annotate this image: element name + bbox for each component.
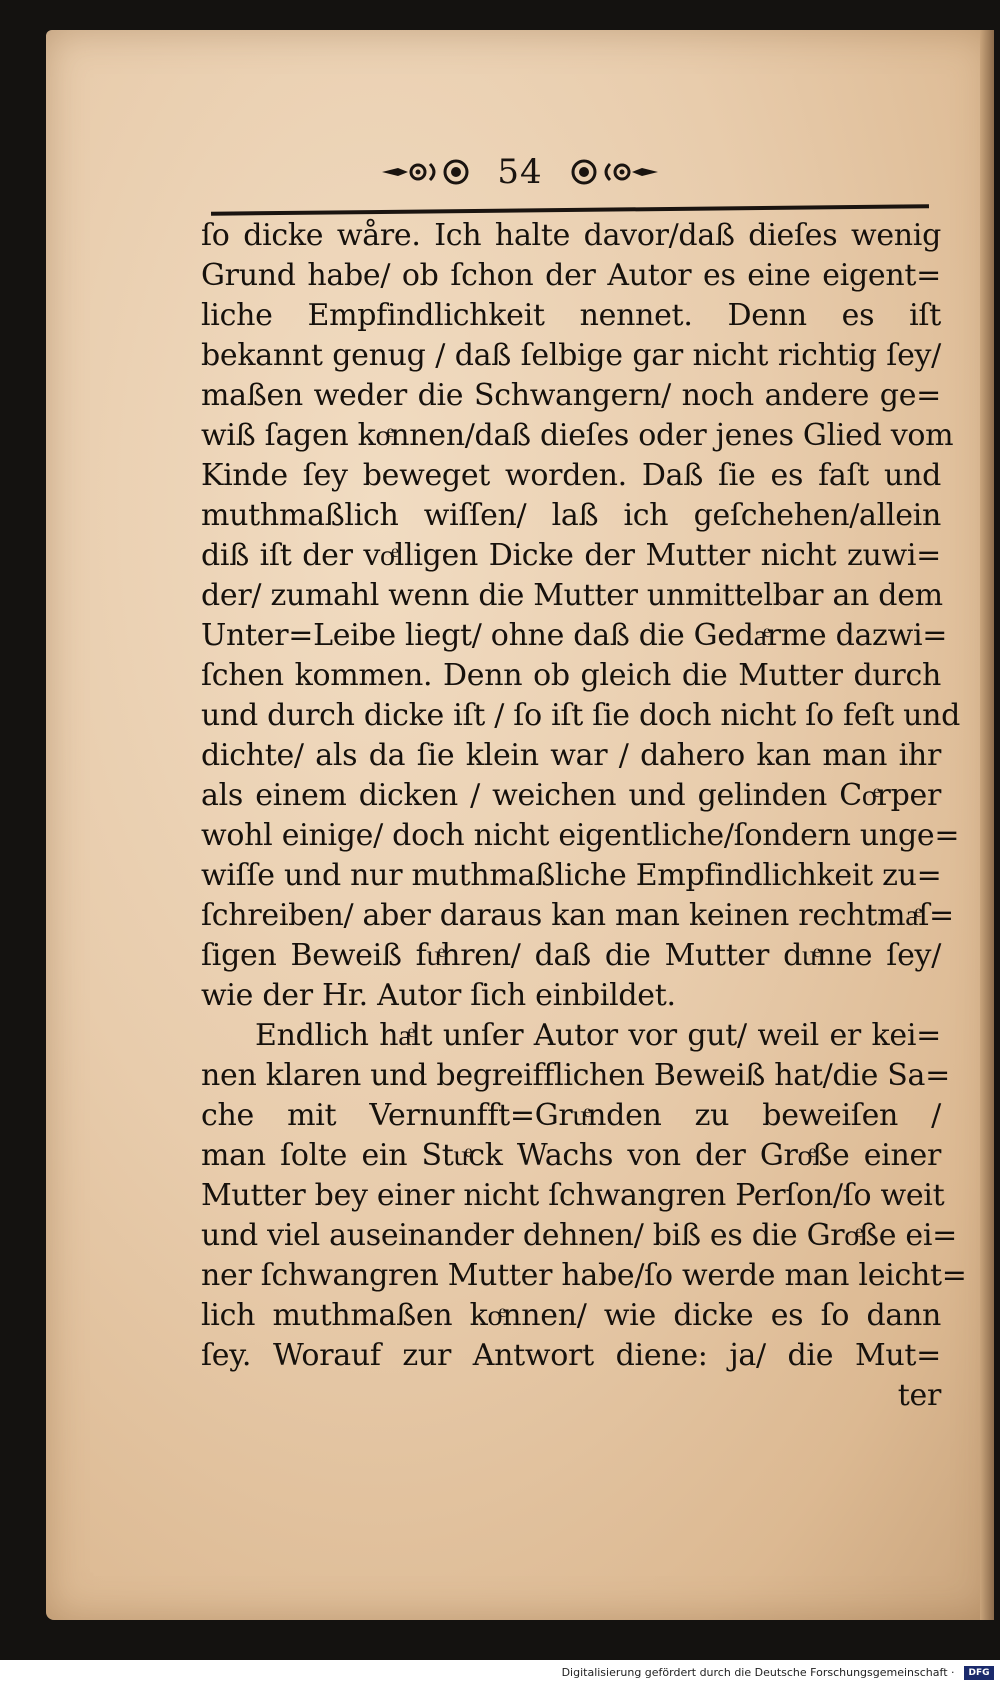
text-line: wiſſe und nur muthmaßliche Empfindlichkeit zu= xyxy=(201,858,942,893)
text-line: und viel auseinander dehnen/ biß es die Groͤße ei= xyxy=(201,1218,958,1253)
text-line: ſchreiben/ aber daraus kan man keinen rechtmaͤſ= xyxy=(201,898,954,933)
text-line: man ſolte ein Stuͤck Wachs von der Groͤße einer xyxy=(201,1138,941,1173)
left-ornament-icon xyxy=(378,154,478,190)
dfg-logo: DFG xyxy=(964,1666,994,1680)
text-line: che mit Vernunfft=Gruͤnden zu beweiſen / xyxy=(201,1098,941,1133)
text-line: diß iſt der voͤlligen Dicke der Mutter nicht zuwi= xyxy=(201,538,941,573)
text-line: ſchen kommen. Denn ob gleich die Mutter durch xyxy=(201,658,941,693)
page-edge xyxy=(980,30,994,1620)
text-line: Grund habe/ ob ſchon der Autor es eine eigent= xyxy=(201,258,941,293)
credit-text: Digitalisierung gefördert durch die Deutsche Forschungsgemeinschaft · xyxy=(561,1666,955,1679)
text-line: maßen weder die Schwangern/ noch andere ge= xyxy=(201,378,941,413)
text-line: ſigen Beweiß fuͤhren/ daß die Mutter duͤnne ſey/ xyxy=(201,938,941,973)
text-line: Mutter bey einer nicht ſchwangren Perſon/ſo weit xyxy=(201,1178,945,1213)
text-line: nen klaren und begreifflichen Beweiß hat/die Sa= xyxy=(201,1058,950,1093)
text-line: wie der Hr. Autor ſich einbildet. xyxy=(201,978,676,1013)
book-page xyxy=(46,30,994,1620)
right-ornament-icon xyxy=(562,154,662,190)
text-line: Unter=Leibe liegt/ ohne daß die Gedaͤrme dazwi= xyxy=(201,618,948,653)
text-line: wohl einige/ doch nicht eigentliche/ſondern unge= xyxy=(201,818,960,853)
text-line: lich muthmaßen koͤnnen/ wie dicke es ſo dann xyxy=(201,1298,941,1333)
text-line: und durch dicke iſt / ſo iſt ſie doch nicht ſo feſt und xyxy=(201,698,961,733)
text-line: liche Empfindlichkeit nennet. Denn es iſt xyxy=(201,298,941,333)
text-line: ſo dicke wåre. Ich halte davor/daß dieſes wenig xyxy=(201,218,941,253)
text-line: der/ zumahl wenn die Mutter unmittelbar an dem xyxy=(201,578,943,613)
page-header xyxy=(46,152,994,196)
digitization-credit xyxy=(0,1666,994,1680)
body-text xyxy=(201,216,967,1416)
text-line: wiß ſagen koͤnnen/daß dieſes oder jenes Glied vom xyxy=(201,418,954,453)
text-line: ſey. Worauf zur Antwort diene: ja/ die Mut= xyxy=(201,1338,941,1373)
header-rule xyxy=(211,204,929,216)
text-line: bekannt genug / daß ſelbige gar nicht richtig ſey/ xyxy=(201,338,941,373)
text-line: Kinde ſey beweget worden. Daß ſie es faſt und xyxy=(201,458,941,493)
text-line: Endlich haͤlt unſer Autor vor gut/ weil er kei= xyxy=(255,1018,941,1053)
text-line: muthmaßlich wiſſen/ laß ich geſchehen/allein xyxy=(201,498,941,533)
page-number: 54 xyxy=(497,152,543,192)
text-line: ner ſchwangren Mutter habe/ſo werde man leicht= xyxy=(201,1258,967,1293)
text-line: dichte/ als da ſie klein war / dahero kan man ihr xyxy=(201,738,941,773)
text-line: als einem dicken / weichen und gelinden Coͤrper xyxy=(201,778,941,813)
catchword: ter xyxy=(897,1378,941,1413)
